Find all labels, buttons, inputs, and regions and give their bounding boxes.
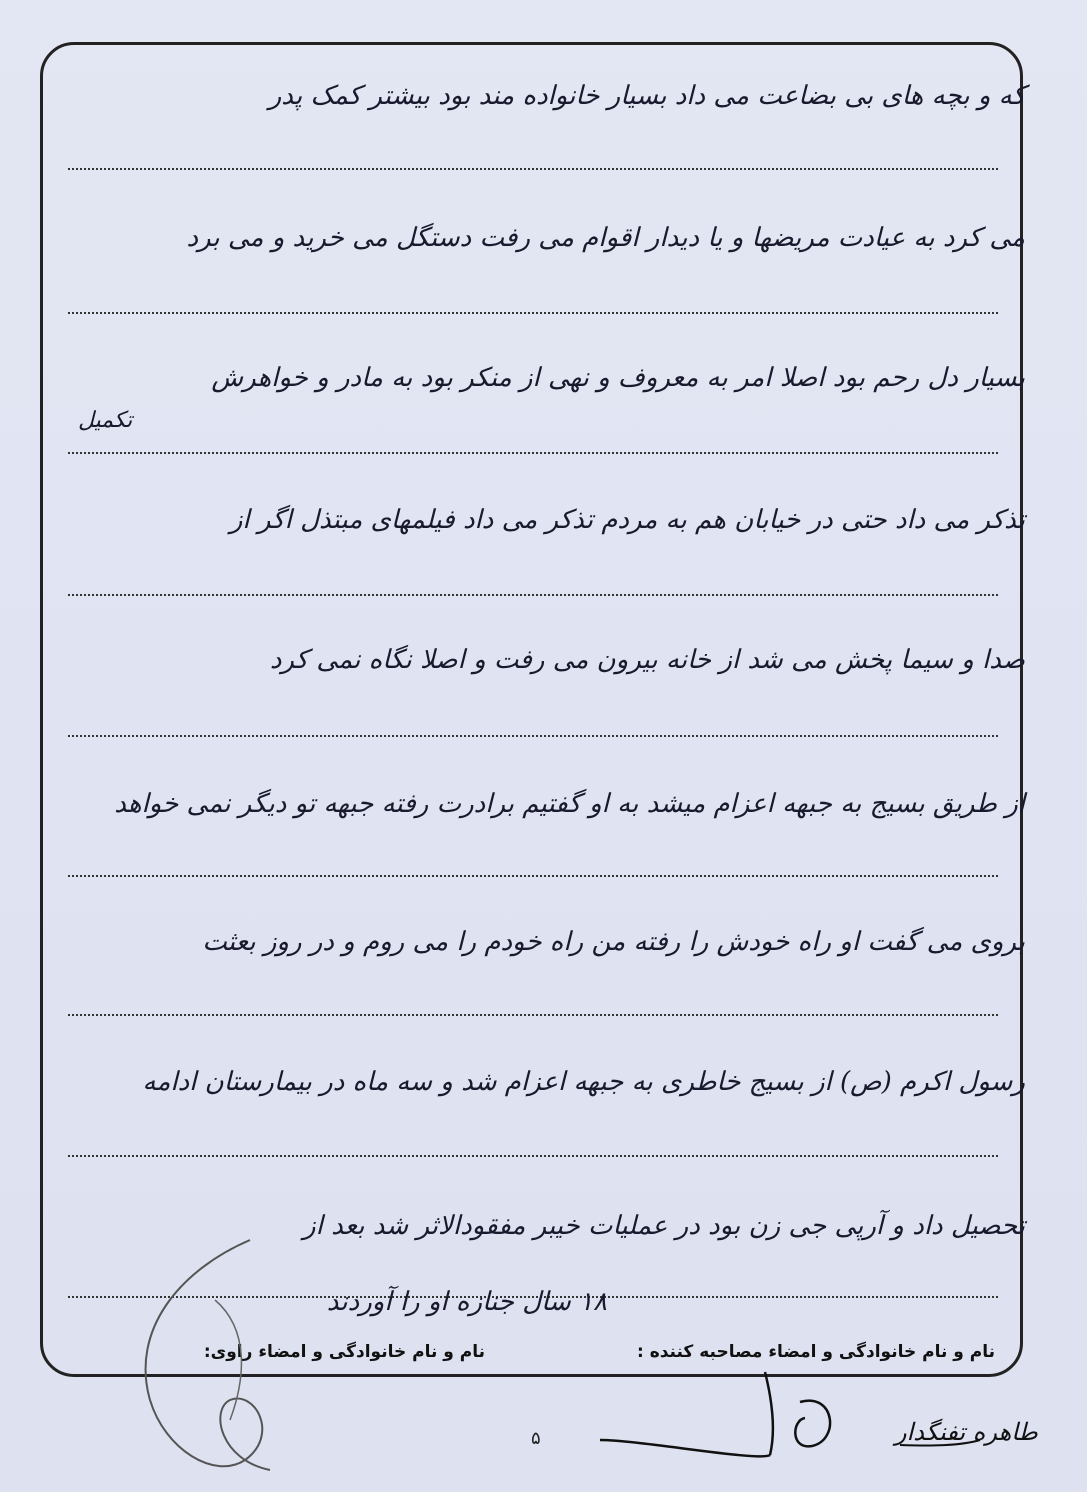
handwritten-line: که و بچه های بی بضاعت می داد بسیار خانواده مند بود بیشتر کمک پدر [268, 81, 1025, 111]
narrator-signature-stroke [146, 1240, 270, 1470]
handwritten-line: بروی می گفت او راه خودش را رفته من راه خودم را می روم و در روز بعثت [202, 927, 1025, 957]
interviewer-signature-name: طاهره تفنگدار [895, 1418, 1038, 1446]
interviewer-signature-flourish [600, 1372, 830, 1456]
handwritten-line: صدا و سیما پخش می شد از خانه بیرون می رفت و اصلا نگاه نمی کرد [269, 645, 1025, 675]
handwritten-line: بسیار دل رحم بود اصلا امر به معروف و نهی از منکر بود به مادر و خواهرش [211, 363, 1025, 393]
handwritten-line: ۱۸ سال جنازه او را آوردند [326, 1287, 607, 1317]
handwritten-line: می کرد به عیادت مریضها و یا دیدار اقوام می رفت دستگل می خرید و می برد [186, 223, 1025, 253]
handwritten-line: تذکر می داد حتی در خیابان هم به مردم تذکر می داد فیلمهای مبتذل اگر از [229, 505, 1025, 535]
interviewer-signature-label: نام و نام خانوادگی و امضاء مصاحبه کننده : [636, 1342, 995, 1362]
handwritten-line: رسول اکرم (ص) از بسیج خاطری به جبهه اعزام شد و سه ماه در بیمارستان ادامه [142, 1067, 1025, 1097]
handwritten-line: از طریق بسیج به جبهه اعزام میشد به او گفتیم برادرت رفته جبهه تو دیگر نمی خواهد [114, 789, 1025, 819]
narrator-signature-label: نام و نام خانوادگی و امضاء راوی: [203, 1342, 485, 1362]
page-number: ۵ [531, 1428, 541, 1449]
interviewer-signature-flourish [900, 1440, 980, 1445]
margin-note: تکمیل [78, 408, 133, 433]
handwritten-line: تحصیل داد و آرپی جی زن بود در عملیات خیبر مفقودالاثر شد بعد از [303, 1211, 1025, 1241]
